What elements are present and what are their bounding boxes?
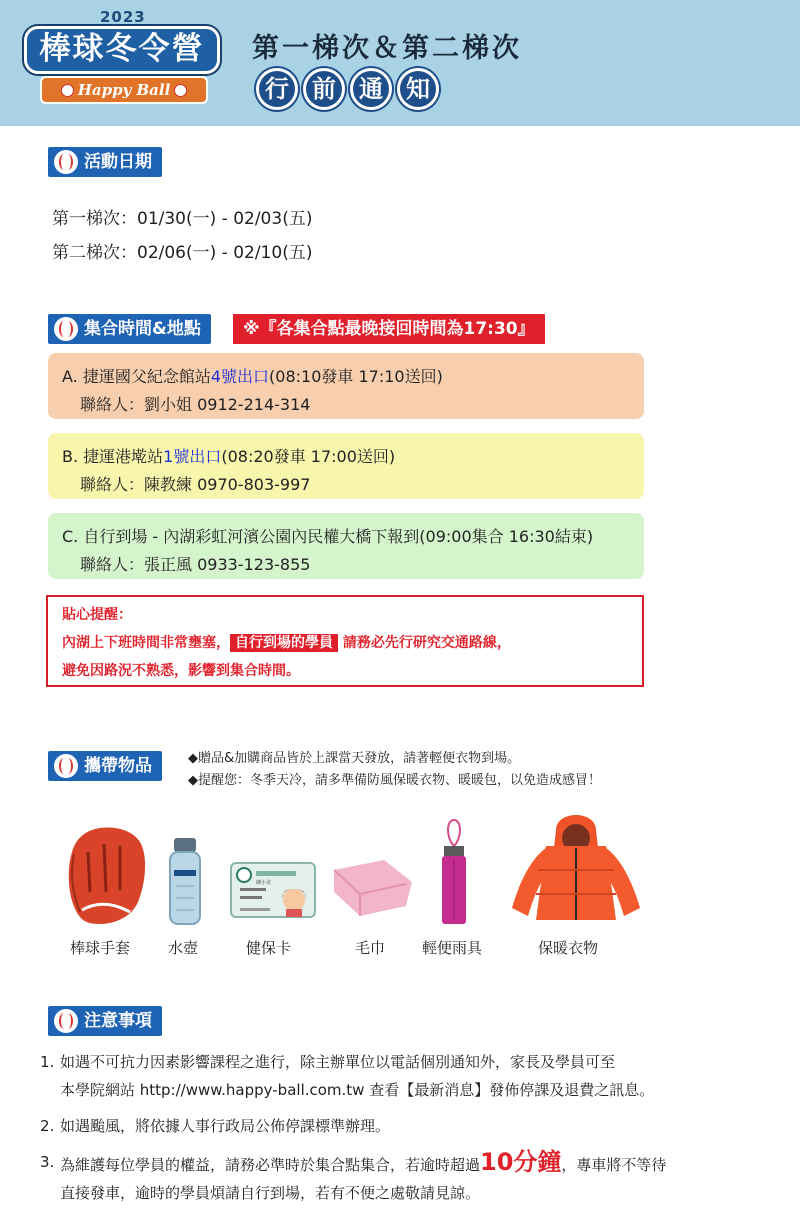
notice-title [256, 68, 439, 110]
pickup-time-note: ※『各集合點最晚接回時間為17:30』 [233, 314, 545, 344]
schedule-line-2: 第二梯次：02/06(一) - 02/10(五) [52, 243, 313, 263]
carry-notes [188, 748, 601, 792]
baseball-icon [174, 84, 187, 97]
notice-char: 前 [303, 68, 345, 110]
late-limit: 10分鐘 [480, 1148, 562, 1176]
reminder-line-2: 避免因路況不熟悉，影響到集合時間。 [62, 663, 300, 679]
section-heading: 攜帶物品 [84, 756, 152, 776]
section-heading: 集合時間&地點 [84, 319, 201, 339]
header-banner [0, 0, 800, 126]
baseball-icon [61, 84, 74, 97]
page-title: 第一梯次＆第二梯次 [252, 33, 522, 64]
location-contact: 聯絡人：陳教練 0970-803-997 [80, 475, 311, 494]
notice-item: 2. 如遇颱風，將依據人事行政局公佈停課標準辦理。 [40, 1117, 391, 1135]
carry-note: ◆提醒您：冬季天冷，請多準備防風保暖衣物、暖暖包，以免造成感冒！ [188, 773, 601, 788]
location-title: C. 自行到場 - 內湖彩虹河濱公園內民權大橋下報到(09:00集合 16:30結束) [62, 527, 594, 546]
item-label-towel: 毛巾 [355, 939, 386, 957]
notices-list [40, 1048, 780, 1207]
logo-subtitle: Happy Ball [77, 81, 171, 99]
glove-icon [60, 822, 152, 932]
section-tag-notices [48, 1006, 162, 1036]
location-contact: 聯絡人：張正風 0933-123-855 [80, 555, 311, 574]
health-card-icon [230, 862, 316, 918]
notice-item: 3. 為維護每位學員的權益，請務必準時於集合點集合，若逾時超過10分鐘，專車將不等待 直接發車，逾時的學員煩請自行到場，若有不便之處敬請見諒。 [40, 1148, 667, 1202]
item-label-glove: 棒球手套 [70, 939, 131, 957]
location-title: A. 捷運國父紀念館站4號出口(08:10發車 17:10送回) [62, 367, 443, 386]
section-tag-carry [48, 751, 162, 781]
carry-note: ◆贈品&加購商品皆於上課當天發放，請著輕便衣物到場。 [188, 751, 521, 766]
logo-year: 2023 [100, 8, 146, 26]
baseball-icon [52, 752, 80, 780]
reminder-title: 貼心提醒： [62, 607, 132, 623]
section-heading: 活動日期 [84, 152, 152, 172]
baseball-icon [52, 1007, 80, 1035]
notice-char: 通 [350, 68, 392, 110]
location-title: B. 捷運港墘站1號出口(08:20發車 17:00送回) [62, 447, 396, 466]
location-a [48, 353, 644, 419]
baseball-icon [52, 315, 80, 343]
section-tag-schedule [48, 147, 162, 177]
notice-item: 1. 如遇不可抗力因素影響課程之進行，除主辦單位以電話個別通知外，家長及學員可至 本學院網站 http://www.happy-ball.com.tw 查看【最新消息】發佈停課及退費之訊息。 [40, 1053, 655, 1099]
jacket-icon [506, 808, 646, 928]
location-contact: 聯絡人：劉小姐 0912-214-314 [80, 395, 311, 414]
location-b [48, 433, 644, 499]
item-label-jacket: 保暖衣物 [538, 939, 599, 957]
item-label-umbrella: 輕便雨具 [422, 939, 483, 957]
notice-char: 行 [256, 68, 298, 110]
umbrella-icon [436, 816, 472, 928]
card-name: 陳小美 [256, 880, 272, 886]
notice-char: 知 [397, 68, 439, 110]
item-label-card: 健保卡 [246, 939, 292, 957]
logo-ribbon [40, 76, 208, 104]
reminder-box [46, 595, 644, 687]
schedule-line-1: 第一梯次：01/30(一) - 02/03(五) [52, 209, 313, 229]
logo-title: 棒球冬令營 [24, 26, 220, 74]
highlight-self-arrival: 自行到場的學員 [230, 634, 338, 652]
item-label-bottle: 水壺 [168, 939, 199, 957]
section-tag-meeting [48, 314, 211, 344]
reminder-line-1: 內湖上下班時間非常壅塞， 自行到場的學員 請務必先行研究交通路線， [62, 635, 511, 651]
baseball-icon [52, 148, 80, 176]
section-heading: 注意事項 [84, 1011, 152, 1031]
bottle-icon [164, 836, 206, 928]
towel-icon [330, 856, 416, 918]
location-c [48, 513, 644, 579]
